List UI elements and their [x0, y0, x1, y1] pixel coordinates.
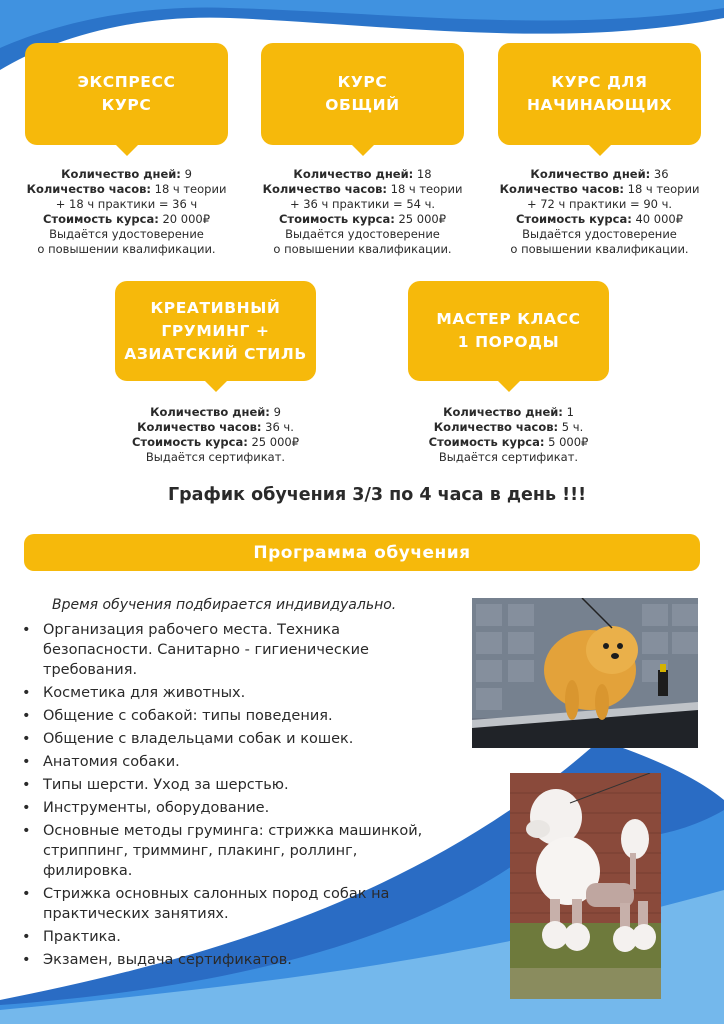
bullet-icon: •	[22, 952, 31, 968]
bullet-icon: •	[22, 777, 31, 793]
course-card-creative	[115, 281, 316, 381]
bullet-icon: •	[22, 800, 31, 816]
course-title: КУРС ДЛЯ НАЧИНАЮЩИХ	[498, 43, 701, 145]
list-item: • Экзамен, выдача сертификатов.	[22, 952, 292, 968]
info-line: Количество дней: 1	[443, 405, 574, 419]
bullet-icon: •	[22, 823, 31, 839]
list-item: • Анатомия собаки.	[22, 754, 180, 770]
course-card-express	[25, 43, 228, 145]
info-line: Количество дней: 9	[150, 405, 281, 419]
list-item: • Общение с собакой: типы поведения.	[22, 708, 333, 724]
program-list	[22, 620, 442, 973]
schedule-text: График обучения 3/3 по 4 часа в день !!!	[168, 485, 587, 505]
info-line: Количество дней: 18	[293, 167, 432, 181]
info-line: Количество часов: 18 ч теории	[499, 182, 700, 196]
info-line: Количество часов: 18 ч теории	[26, 182, 227, 196]
info-line: Стоимость курса: 20 000₽	[42, 212, 211, 226]
list-item: • Практика.	[22, 929, 121, 945]
course-title: КУРС ОБЩИЙ	[261, 43, 464, 145]
course-title: КРЕАТИВНЫЙ ГРУМИНГ + АЗИАТСКИЙ СТИЛЬ	[115, 281, 316, 381]
course-info-beginners	[487, 167, 712, 257]
bullet-icon: •	[22, 708, 31, 724]
info-line: Выдаётся сертификат.	[145, 450, 286, 464]
program-title: Программа обучения	[253, 542, 471, 563]
list-item: • Стрижка основных салонных пород собак на практических занятиях.	[22, 886, 390, 922]
info-line: Количество дней: 9	[61, 167, 192, 181]
list-item: • Основные методы груминга: стрижка машинкой, стриппинг, тримминг, плакинг, роллинг, филировка.	[22, 823, 423, 879]
bullet-icon: •	[22, 731, 31, 747]
course-card-masterclass	[408, 281, 609, 381]
course-card-beginners	[498, 43, 701, 145]
program-note: Время обучения подбирается индивидуально.	[52, 597, 397, 613]
list-item: • Косметика для животных.	[22, 685, 246, 701]
info-line: Количество часов: 18 ч теории	[262, 182, 463, 196]
list-item: • Организация рабочего места. Техника безопасности. Санитарно - гигиенические требования.	[22, 622, 369, 678]
info-line: + 36 ч практики = 54 ч.	[289, 197, 436, 211]
bullet-icon: •	[22, 886, 31, 902]
poodle-photo-icon	[510, 773, 661, 999]
info-line: о повышении квалификации.	[510, 242, 689, 256]
info-line: Стоимость курса: 40 000₽	[515, 212, 684, 226]
info-line: Выдаётся удостоверение	[49, 227, 204, 241]
list-item: • Общение с владельцами собак и кошек.	[22, 731, 354, 747]
bullet-icon: •	[22, 929, 31, 945]
info-line: Выдаётся сертификат.	[438, 450, 579, 464]
course-title: ЭКСПРЕСС КУРС	[25, 43, 228, 145]
pomeranian-photo-icon	[472, 598, 698, 748]
info-line: о повышении квалификации.	[37, 242, 216, 256]
course-info-creative	[105, 405, 326, 465]
program-title-bar	[24, 534, 700, 571]
info-line: Количество часов: 36 ч.	[137, 420, 294, 434]
course-title: МАСТЕР КЛАСС 1 ПОРОДЫ	[408, 281, 609, 381]
course-info-general	[250, 167, 475, 257]
info-line: о повышении квалификации.	[273, 242, 452, 256]
bullet-icon: •	[22, 622, 31, 638]
bullet-icon: •	[22, 685, 31, 701]
info-line: + 18 ч практики = 36 ч	[55, 197, 198, 211]
list-item: • Типы шерсти. Уход за шерстью.	[22, 777, 289, 793]
info-line: Выдаётся удостоверение	[285, 227, 440, 241]
info-line: Количество дней: 36	[530, 167, 669, 181]
course-info-masterclass	[398, 405, 619, 465]
info-line: Стоимость курса: 25 000₽	[131, 435, 300, 449]
info-line: Стоимость курса: 5 000₽	[428, 435, 589, 449]
bullet-icon: •	[22, 754, 31, 770]
course-card-general	[261, 43, 464, 145]
info-line: + 72 ч практики = 90 ч.	[526, 197, 673, 211]
info-line: Выдаётся удостоверение	[522, 227, 677, 241]
info-line: Количество часов: 5 ч.	[433, 420, 584, 434]
info-line: Стоимость курса: 25 000₽	[278, 212, 447, 226]
course-info-express	[14, 167, 239, 257]
list-item: • Инструменты, оборудование.	[22, 800, 270, 816]
